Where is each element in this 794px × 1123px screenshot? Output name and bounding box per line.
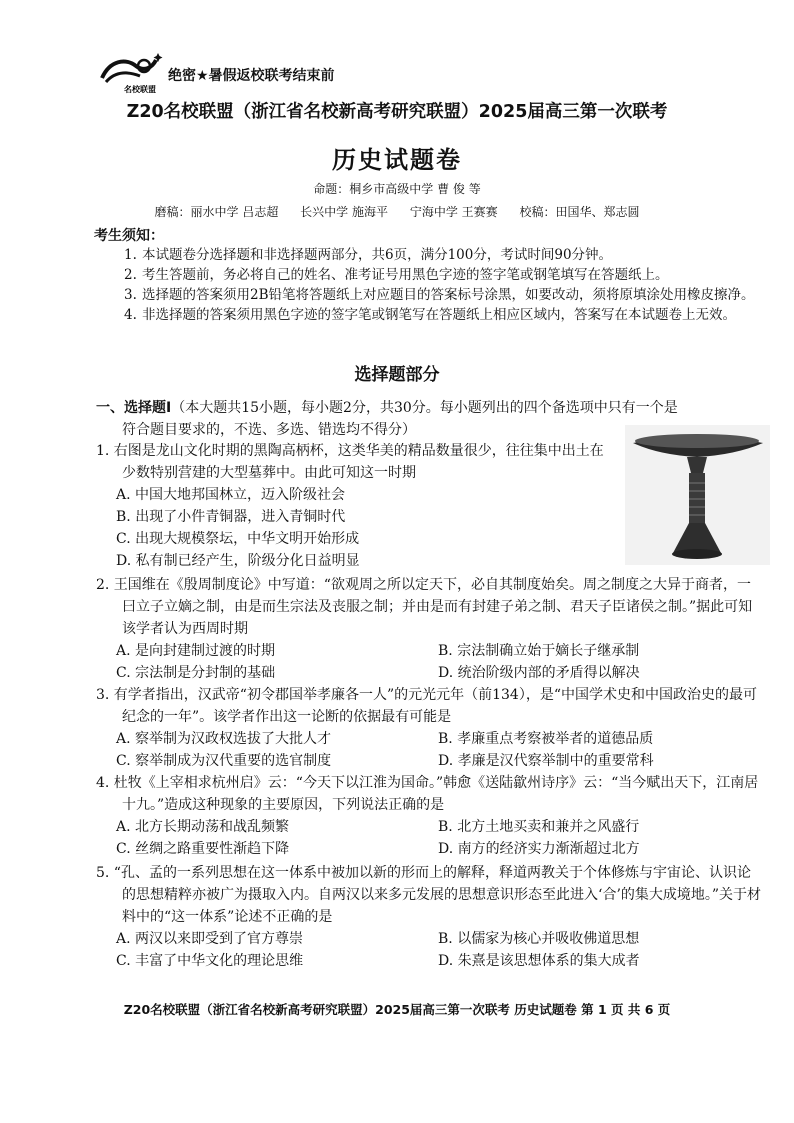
logo-text: 名校联盟 — [124, 85, 156, 94]
option-b: B. 以儒家为核心并吸收佛道思想 — [438, 931, 640, 947]
option-d: D. 统治阶级内部的矛盾得以解决 — [438, 665, 640, 681]
option-b: B. 出现了小件青铜器，进入青铜时代 — [116, 509, 346, 525]
option-b: B. 孝廉重点考察被举者的道德品质 — [438, 731, 654, 747]
question-stem: 4. 杜牧《上宰相求杭州启》云：“今天下以江淮为国命。”韩愈《送陆歙州诗序》云：“当今赋出天下，江南居十九。”造成这种现象的主要原因，下列说法正确的是 — [96, 775, 759, 813]
question-3 — [96, 684, 764, 772]
part-desc: （本大题共15小题，每小题2分，共30分。每小题列出的四个备选项中只有一个是 — [171, 400, 678, 416]
option-c: C. 宗法制是分封制的基础 — [116, 665, 276, 681]
black-pottery-cup-image — [625, 425, 770, 565]
question-5 — [96, 862, 764, 972]
question-1 — [96, 440, 616, 572]
reviewer-3: 宁海中学 王赛赛 — [409, 205, 498, 219]
page-footer: Z20名校联盟（浙江省名校新高考研究联盟）2025届高三第一次联考 历史试题卷 第 1 页 共 6 页 — [123, 1002, 671, 1017]
notice-item: 4. 非选择题的答案须用黑色字迹的签字笔或钢笔写在答题纸上相应区域内，答案写在本试题卷上无效。 — [124, 307, 736, 323]
notice-list — [124, 245, 764, 325]
option-a: A. 中国大地邦国林立，迈入阶级社会 — [116, 487, 346, 503]
notice-item: 3. 选择题的答案须用2B铅笔将答题纸上对应题目的答案标号涂黑，如要改动，须将原填涂处用橡皮擦净。 — [124, 287, 755, 303]
question-2 — [96, 574, 764, 684]
option-c: C. 丰富了中华文化的理论思维 — [116, 953, 304, 969]
paper-title: 历史试题卷 — [332, 146, 462, 174]
part-label: 一、选择题Ⅰ — [96, 400, 172, 416]
question-stem: 1. 右图是龙山文化时期的黑陶高柄杯，这类华美的精品数量很少，往往集中出土在少数特别营建的大型墓葬中。由此可知这一时期 — [96, 443, 604, 481]
reviewer-1: 磨稿：丽水中学 吕志超 — [154, 205, 279, 219]
option-c: C. 察举制成为汉代重要的选官制度 — [116, 753, 332, 769]
alliance-logo — [96, 50, 166, 94]
option-a: A. 北方长期动荡和战乱频繁 — [116, 819, 290, 835]
question-stem: 3. 有学者指出，汉武帝“初令郡国举孝廉各一人”的元光元年（前134），是“中国学术史和中国政治史的最可纪念的一年”。该学者作出这一论断的依据最有可能是 — [96, 687, 757, 725]
notice-heading: 考生须知： — [94, 228, 164, 244]
option-d: D. 私有制已经产生，阶级分化日益明显 — [116, 553, 360, 569]
option-a: A. 察举制为汉政权选拔了大批人才 — [116, 731, 332, 747]
option-b: B. 宗法制确立始于嫡长子继承制 — [438, 643, 640, 659]
reviewer-2: 长兴中学 施海平 — [300, 205, 388, 219]
credits-authors: 命题：桐乡市高级中学 曹 俊 等 — [313, 182, 481, 196]
option-b: B. 北方土地买卖和兼并之风盛行 — [438, 819, 640, 835]
exam-title: Z20名校联盟（浙江省名校新高考研究联盟）2025届高三第一次联考 — [126, 102, 668, 122]
section-title: 选择题部分 — [354, 365, 440, 385]
question-stem: 5. “孔、孟的一系列思想在这一体系中被加以新的形而上的解释，释道两教关于个体修炼与宇宙论、认识论的思想精粹亦被广为摄取入内。自两汉以来多元发展的思想意识形态至此进入‘合’的集大成境地。”关于材料中的“这一体系”论述不正确的是 — [96, 865, 762, 925]
option-a: A. 两汉以来即受到了官方尊崇 — [116, 931, 304, 947]
question-stem: 2. 王国维在《殷周制度论》中写道：“欲观周之所以定天下，必自其制度始矣。周之制度之大异于商者，一曰立子立嫡之制，由是而生宗法及丧服之制；并由是而有封建子弟之制、君天子臣诸侯之制。”据此可知该学者认为西周时期 — [96, 577, 753, 637]
option-a: A. 是向封建制过渡的时期 — [116, 643, 276, 659]
notice-item: 1. 本试题卷分选择题和非选择题两部分，共6页，满分100分，考试时间90分钟。 — [124, 247, 613, 263]
credits-reviewers — [0, 203, 794, 220]
secret-mark: 绝密★暑假返校联考结束前 — [168, 68, 335, 84]
option-d: D. 孝廉是汉代察举制中的重要常科 — [438, 753, 654, 769]
part-desc-cont: 符合题目要求的，不选、多选、错选均不得分） — [122, 422, 416, 438]
question-4 — [96, 772, 764, 860]
option-d: D. 南方的经济实力渐渐超过北方 — [438, 841, 640, 857]
option-d: D. 朱熹是该思想体系的集大成者 — [438, 953, 640, 969]
proofreaders: 校稿：田国华、郑志圆 — [519, 205, 640, 219]
option-c: C. 丝绸之路重要性渐趋下降 — [116, 841, 290, 857]
option-c: C. 出现大规模祭坛，中华文明开始形成 — [116, 531, 360, 547]
notice-item: 2. 考生答题前，务必将自己的姓名、准考证号用黑色字迹的签字笔或钢笔填写在答题纸上。 — [124, 267, 669, 283]
